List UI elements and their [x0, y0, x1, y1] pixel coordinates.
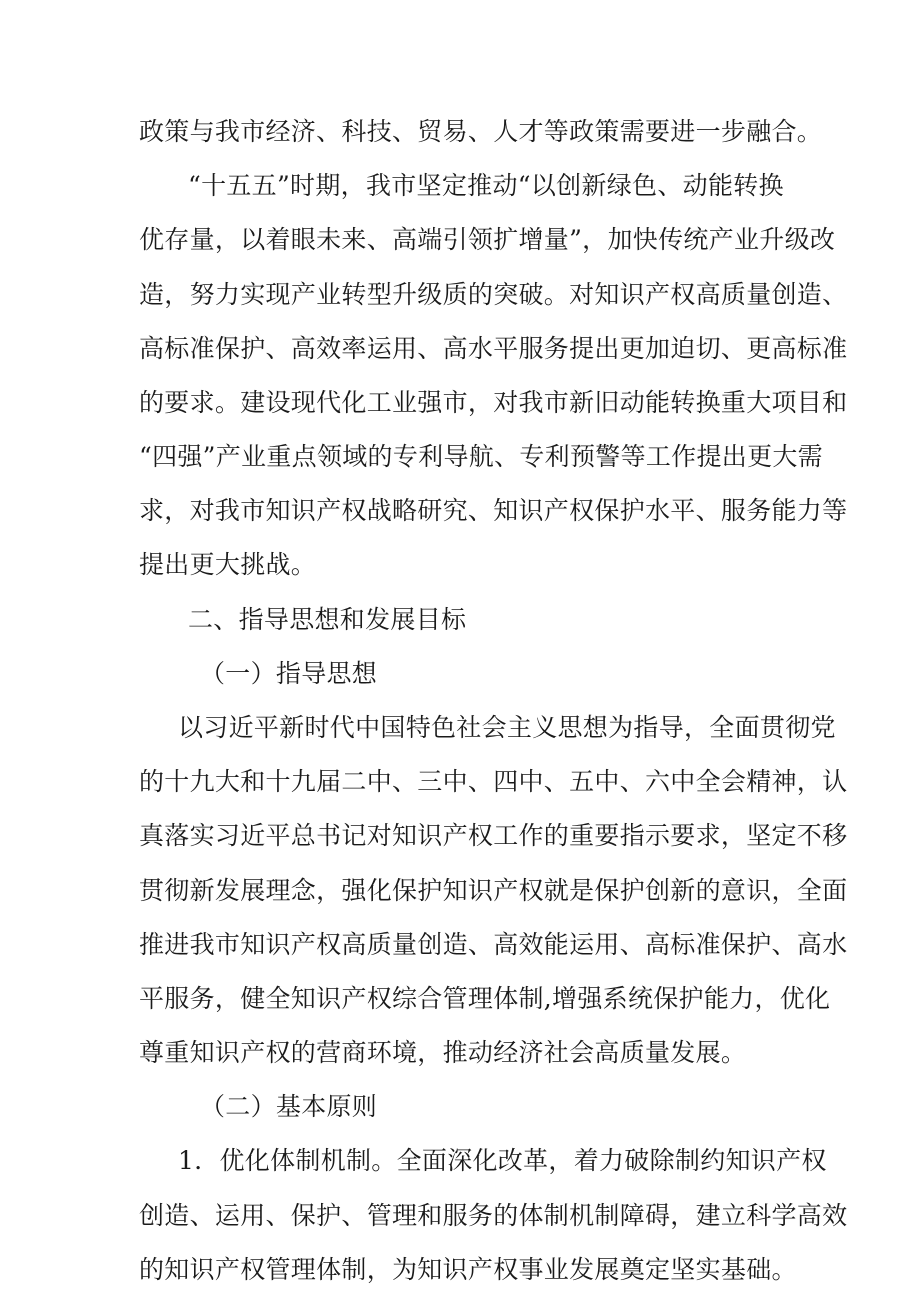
subsection-heading: （一）指导思想 [200, 659, 378, 688]
text-line: 真落实习近平总书记对知识产权工作的重要指示要求，坚定不移 [139, 821, 848, 850]
text-line: 平服务，健全知识产权综合管理体制,增强系统保护能力，优化 [139, 984, 831, 1013]
subsection-heading: （二）基本原则 [200, 1092, 378, 1121]
text-line: 提出更大挑战。 [139, 550, 317, 579]
text-line: 创造、运用、保护、管理和服务的体制机制障碍，建立科学高效 [139, 1201, 848, 1230]
text-line: 造，努力实现产业转型升级质的突破。对知识产权高质量创造、 [139, 280, 848, 309]
text-line: 贯彻新发展理念，强化保护知识产权就是保护创新的意识，全面 [139, 876, 848, 905]
text-line: 尊重知识产权的营商环境，推动经济社会高质量发展。 [139, 1038, 747, 1067]
text-line: 优存量，以着眼未来、高端引领扩增量”，加快传统产业升级改 [139, 225, 836, 254]
text-line: 求，对我市知识产权战略研究、知识产权保护水平、服务能力等 [139, 496, 848, 525]
paragraph-start-line: “十五五”时期，我市坚定推动“以创新绿色、动能转换 [188, 171, 784, 200]
text-line: 的十九大和十九届二中、三中、四中、五中、六中全会精神，认 [139, 767, 848, 796]
text-line: 的知识产权管理体制，为知识产权事业发展奠定坚实基础。 [139, 1255, 797, 1284]
paragraph-start-line: 以习近平新时代中国特色社会主义思想为指导，全面贯彻党 [178, 713, 836, 742]
text-line: 的要求。建设现代化工业强市，对我市新旧动能转换重大项目和 [139, 388, 848, 417]
paragraph-start-line: 1．优化体制机制。全面深化改革，着力破除制约知识产权 [178, 1146, 827, 1175]
text-line: 政策与我市经济、科技、贸易、人才等政策需要进一步融合。 [139, 117, 823, 146]
section-heading: 二、指导思想和发展目标 [188, 605, 467, 634]
text-line: 推进我市知识产权高质量创造、高效能运用、高标准保护、高水 [139, 930, 848, 959]
text-line: “四强”产业重点领域的专利导航、专利预警等工作提出更大需 [139, 442, 823, 471]
text-line: 高标准保护、高效率运用、高水平服务提出更加迫切、更高标准 [139, 334, 848, 363]
